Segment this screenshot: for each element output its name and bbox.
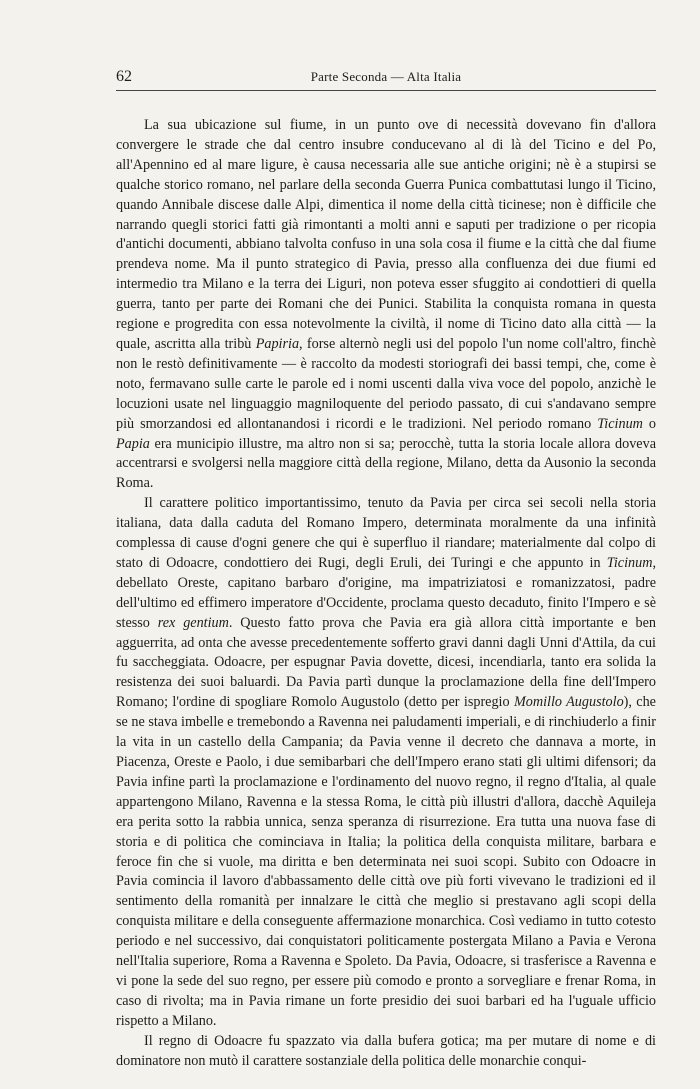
paragraph-1: [116, 116, 656, 494]
text-run: La sua ubicazione sul fiume, in un punto ove di necessità dovevano fin d'allora convergere le strade che dal centro insubre conducevano al di là del Ticino e del Po, all'Apennino ed al mare ligure, è causa necessaria alle sue antiche origini; nè è a stupirsi se qualche storico romano, nel parlare della seconda Guerra Punica combattutasi lungo il Ticino, quando Annibale discese dalle Alpi, dimentica il nome della città ticinese; non è difficile che narrando quegli storici fatti già rimontanti a molti anni e saputi per tradizione o per ricopia d'antichi documenti, abbiano talvolta confuso in una sola cosa il fiume e la città che dal fiume prendeva nome. Ma il punto strategico di Pavia, presso alla confluenza dei due fiumi ed intermedio tra Milano e la terra dei Liguri, non poteva esser sfuggito ai condottieri di quella guerra, tanto per parte dei Romani che dei Punici. Stabilita la conquista romana in questa regione e progredita con essa notevolmente la civiltà, il nome di Ticino dato alla città — la quale, ascritta alla tribù: [116, 117, 656, 352]
text-run: Il regno di Odoacre fu spazzato via dalla bufera gotica; ma per mutare di nome e di dominatore non mutò il carattere sostanziale della politica delle monarchie conqui-: [116, 1032, 656, 1069]
text-run: o: [642, 415, 657, 432]
text-run: era municipio illustre, ma altro non si sa; perocchè, tutta la storia locale allora doveva accentrarsi e svolgersi nella maggiore città della regione, Milano, detta da Ausonio la seconda Roma.: [116, 435, 656, 492]
text-run: ), che se ne stava imbelle e tremebondo a Ravenna nei paludamenti imperiali, e di rinchiuderlo a finir la vita in un castello della Campania; da Pavia venne il decreto che dannava a morte, in Piacenza, Oreste e Paolo, i due semibarbari che dell'Impero erano stati gli ultimi difensori; da Pavia infine partì la proclamazione e l'ordinamento del nuovo regno, il regno d'Italia, al quale appartengono Milano, Ravenna e la stessa Roma, le città più illustri d'allora, dacchè Aquileja era perita sotto la rabbia unnica, senza speranza di risurrezione. Era tutta una nuova fase di storia e di politica che cominciava in Italia; la politica della conquista militare, barbara e feroce fin che si vuole, ma diritta e ben determinata nei suoi scopi. Subito con Odoacre in Pavia comincia il lavoro d'abbassamento delle città ove più forti vivevano le tradizioni ed il sentimento della romanità per innalzare le città che meglio si prestavano agli scopi della conquista militare e della conseguente affermazione monarchica. Così vediamo in tutto cotesto periodo e nel successivo, dai conquistatori politicamente postergata Milano a Pavia e Verona nell'Italia superiore, Roma a Ravenna e Spoleto. Da Pavia, Odoacre, si trasferisce a Ravenna e vi pone la sede del suo regno, per essere più comodo e pronto a sorvegliare e frenar Roma, in caso di rivolta; ma in Pavia rimane un forte presidio dei suoi barbari ed ha l'uguale ufficio rispetto a Milano.: [116, 694, 656, 1029]
page-header: [116, 68, 656, 91]
page-number: 62: [116, 68, 132, 85]
italic-term: Ticinum: [606, 554, 653, 571]
paragraph-2: [116, 494, 656, 1031]
paragraph-3: [116, 1032, 656, 1072]
text-run: , debellato Oreste, capitano barbaro d'origine, ma impatriziatosi e romanizzatosi, padre dell'ultimo ed effimero imperatore d'Occidente, proclama questo decaduto, finito l'Impero e sè stesso: [116, 554, 656, 631]
running-title: Parte Seconda — Alta Italia: [310, 69, 462, 84]
text-run: Il carattere politico importantissimo, tenuto da Pavia per circa sei secoli nella storia italiana, data dalla caduta del Romano Impero, determinata moralmente da una infinità complessa di cause d'ogni genere che qui è superfluo il riandare; materialmente dal colpo di stato di Odoacre, condottiero dei Rugi, degli Eruli, dei Turingi e che appunto in: [116, 495, 656, 571]
italic-term: Momillo Augustolo: [513, 694, 624, 711]
italic-term: Papiria: [255, 335, 300, 352]
italic-term: rex gentium: [157, 614, 229, 631]
italic-term: Papia: [116, 435, 150, 452]
text-run: . Questo fatto prova che Pavia era già allora città importante e ben agguerrita, ad onta che avesse precedentemente sofferto gravi danni dagli Unni d'Attila, da cui fu saccheggiata. Odoacre, per espugnar Pavia dovette, dicesi, incendiarla, tanto era solida la resistenza dei suoi baluardi. Da Pavia partì dunque la proclamazione della fine dell'Impero Romano; l'ordine di spogliare Romolo Augustolo (detto per ispregio: [116, 614, 656, 711]
italic-term: Ticinum: [597, 415, 643, 432]
body-text: [116, 116, 656, 1072]
text-run: , forse alternò negli usi del popolo l'un nome coll'altro, finchè non le restò definitivamente — è raccolto da modesti storiografi dei bassi tempi, che, come è noto, fermavano sulle carte le parole ed i nomi uscenti dalla viva voce del popolo, anzichè le locuzioni usate nel linguaggio magniloquente del periodo passato, di cui s'andavano sempre più smorzandosi ed allontanandosi i ricordi e le tradizioni. Nel periodo romano: [116, 335, 656, 432]
